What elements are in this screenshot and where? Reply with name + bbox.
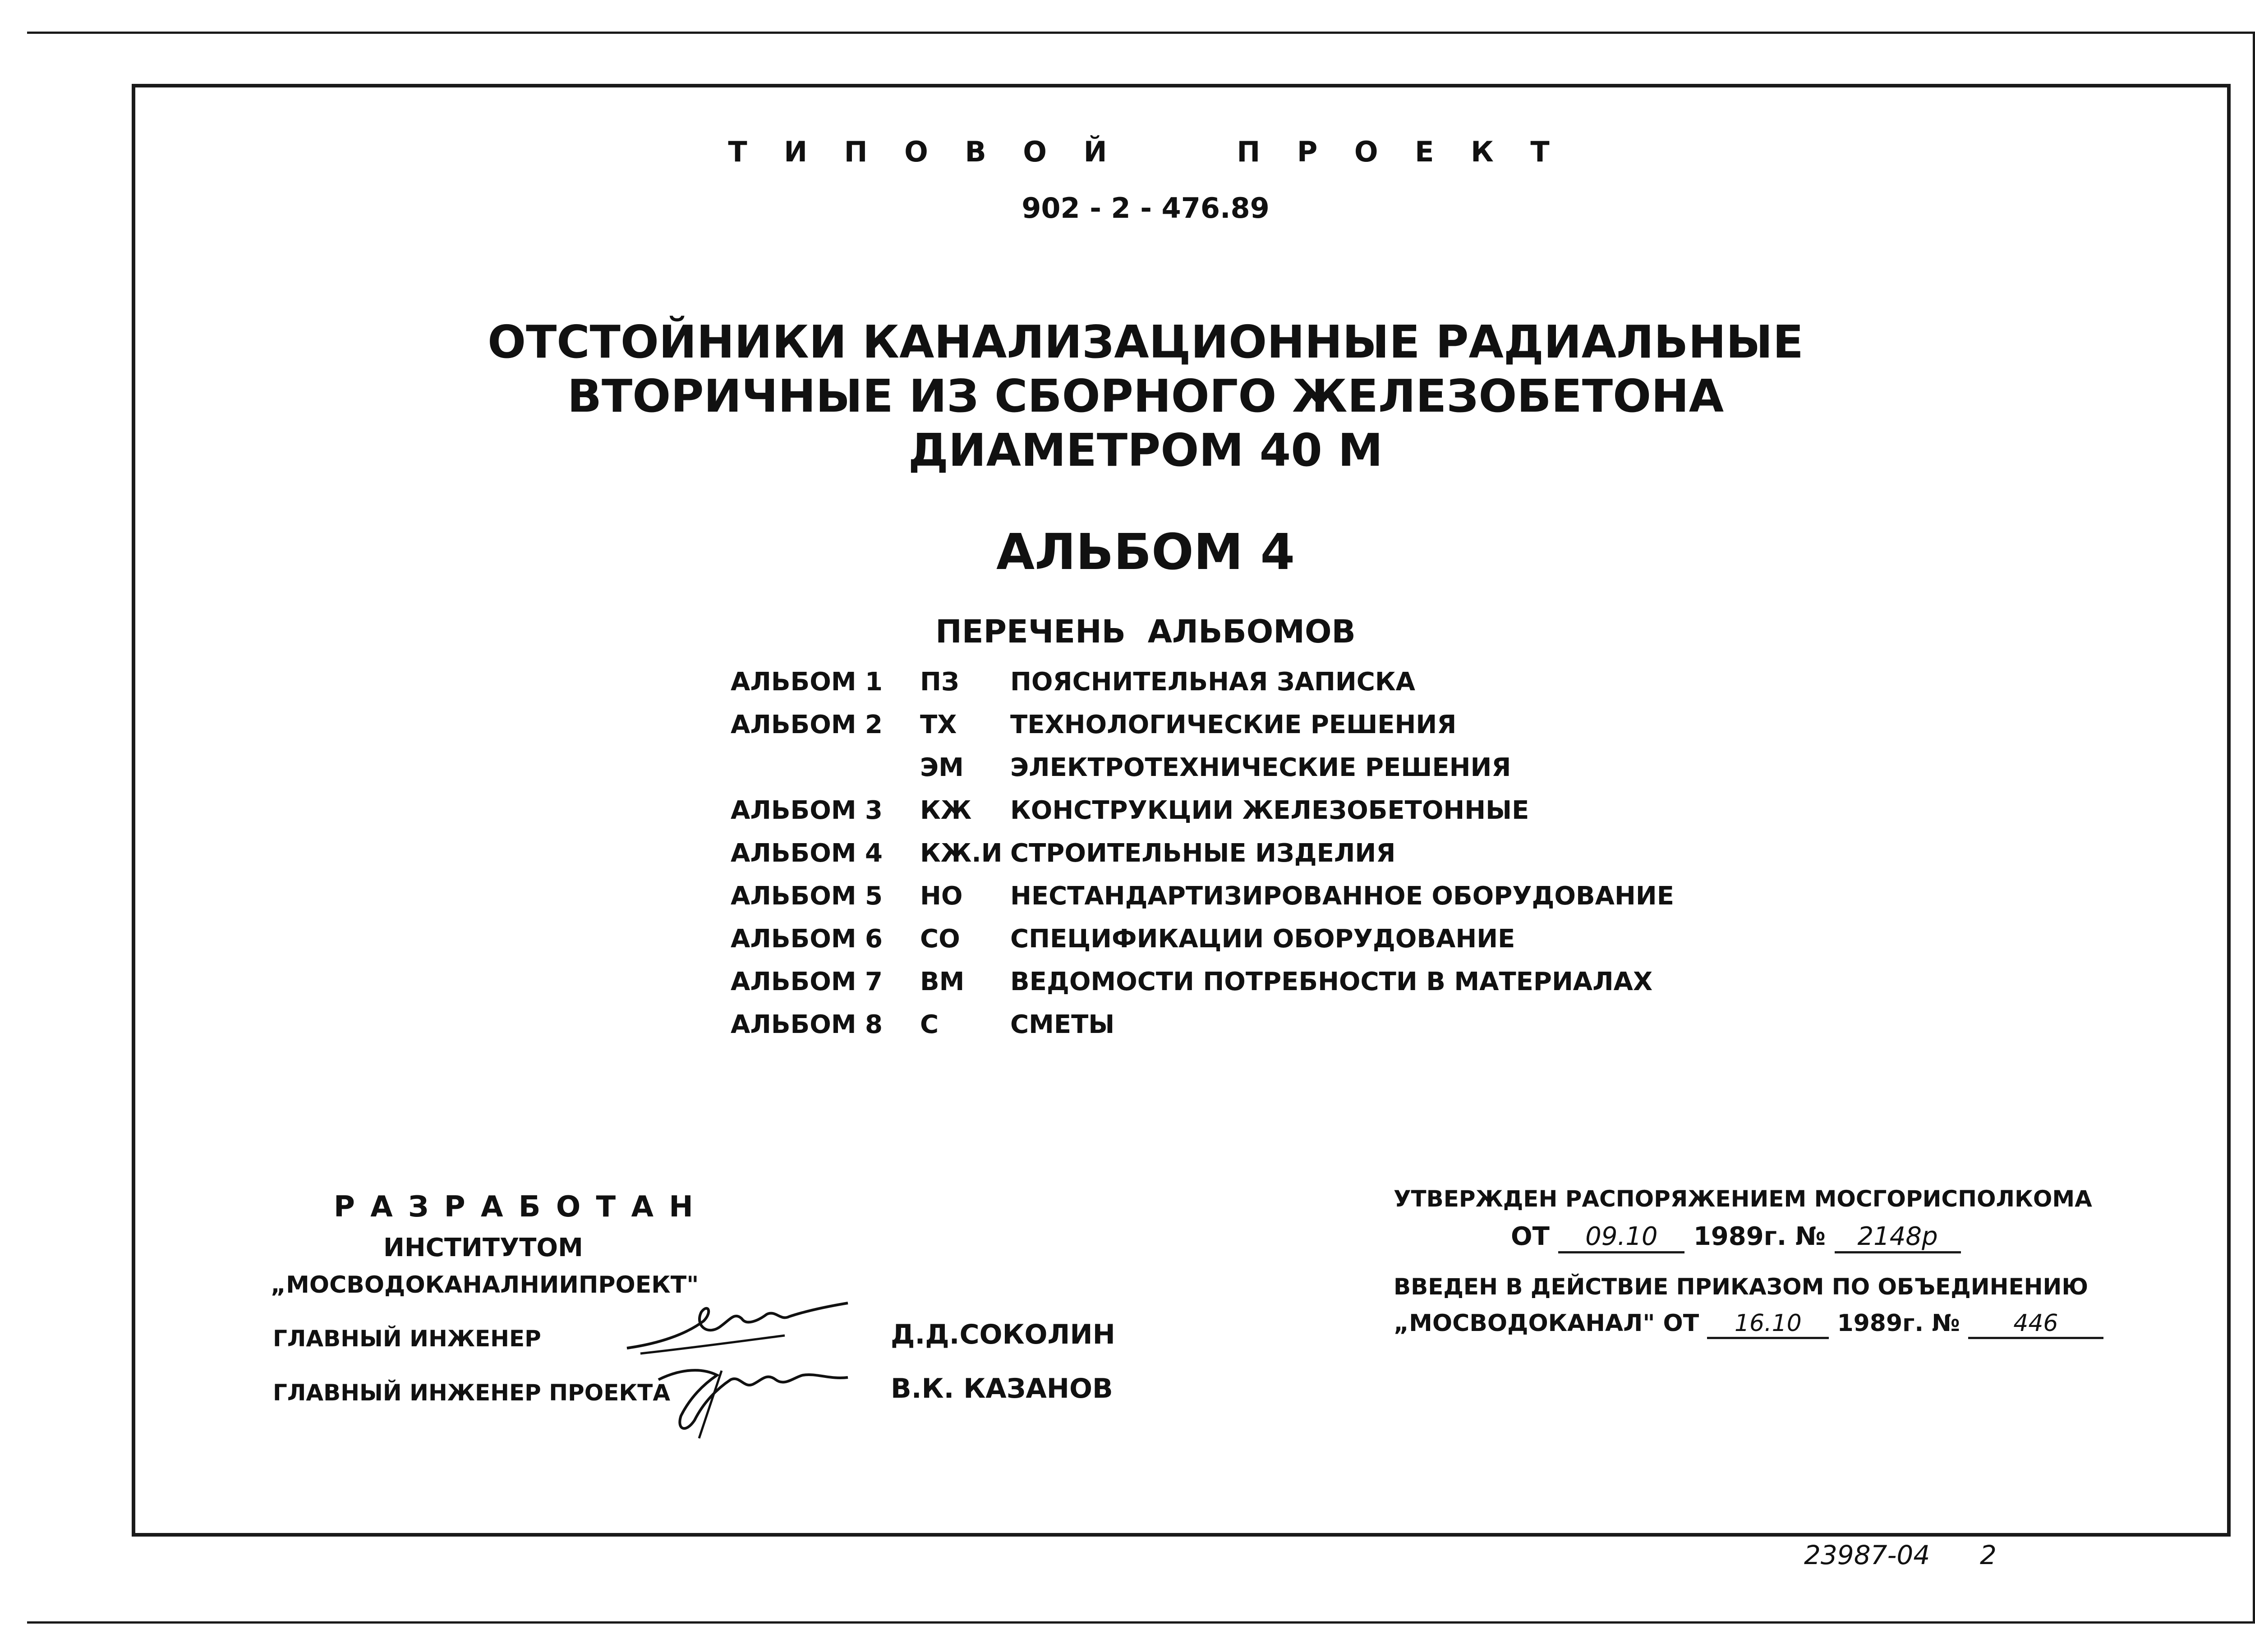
title-line-1: ОТСТОЙНИКИ КАНАЛИЗАЦИОННЫЕ РАДИАЛЬНЫЕ	[488, 316, 1804, 368]
album-title: АЛЬБОМ 4	[996, 523, 1295, 581]
list-item-title: СПЕЦИФИКАЦИИ ОБОРУДОВАНИЕ	[1010, 924, 1515, 954]
list-item-title: ПОЯСНИТЕЛЬНАЯ ЗАПИСКА	[1010, 667, 1415, 697]
approval-year-2: 1989г.	[1837, 1310, 1924, 1337]
list-item	[0, 839, 2255, 881]
list-item-code: СО	[920, 924, 960, 954]
list-item-code: КЖ	[920, 796, 972, 825]
approval-line-3: ВВЕДЕН В ДЕЙСТВИЕ ПРИКАЗОМ ПО ОБЪЕДИНЕНИЮ	[1394, 1274, 2089, 1300]
list-item	[0, 924, 2255, 967]
list-item	[0, 1010, 2255, 1053]
list-item-title: СТРОИТЕЛЬНЫЕ ИЗДЕЛИЯ	[1010, 839, 1396, 868]
chief-engineer-label: ГЛАВНЫЙ ИНЖЕНЕР	[273, 1326, 541, 1352]
list-item-title: КОНСТРУКЦИИ ЖЕЛЕЗОБЕТОННЫЕ	[1010, 796, 1529, 825]
list-item-album: АЛЬБОМ 6	[731, 924, 883, 954]
list-item-code: С	[920, 1010, 939, 1039]
sheet-page: 2	[1980, 1540, 1997, 1570]
approval-number-1: 2148р	[1835, 1222, 1961, 1253]
sheet-number: 23987-04	[1804, 1540, 1930, 1570]
title-line-3: ДИАМЕТРОМ 40 М	[908, 424, 1383, 477]
list-item-code: ТХ	[920, 710, 957, 739]
bottom-trim-line	[27, 1621, 2255, 1624]
approval-line-2	[1511, 1222, 1961, 1253]
approval-line-1: УТВЕРЖДЕН РАСПОРЯЖЕНИЕМ МОСГОРИСПОЛКОМА	[1394, 1186, 2092, 1212]
chief-engineer-name: Д.Д.СОКОЛИН	[891, 1319, 1115, 1350]
list-item-title: СМЕТЫ	[1010, 1010, 1115, 1039]
list-item-code: ПЗ	[920, 667, 959, 697]
list-item-album: АЛЬБОМ 2	[731, 710, 883, 739]
title-line-2: ВТОРИЧНЫЕ ИЗ СБОРНОГО ЖЕЛЕЗОБЕТОНА	[567, 370, 1724, 422]
project-type-label: Т И П О В О Й П Р О Е К Т	[728, 135, 1563, 168]
list-item-code: НО	[920, 881, 963, 911]
list-item	[0, 796, 2255, 839]
developer-institute: „МОСВОДОКАНАЛНИИПРОЕКТ"	[271, 1271, 699, 1299]
approval-number-2: 446	[1968, 1310, 2103, 1339]
approval-year-1: 1989г.	[1693, 1222, 1787, 1251]
list-item-code: КЖ.И	[920, 839, 1003, 868]
signature-project-engineer	[649, 1353, 857, 1443]
top-trim-line	[27, 32, 2255, 34]
list-item-album: АЛЬБОМ 8	[731, 1010, 883, 1039]
project-engineer-label: ГЛАВНЫЙ ИНЖЕНЕР ПРОЕКТА	[273, 1380, 671, 1406]
list-item-title: ЭЛЕКТРОТЕХНИЧЕСКИЕ РЕШЕНИЯ	[1010, 753, 1511, 782]
project-code: 902 - 2 - 476.89	[1022, 192, 1270, 225]
list-item	[0, 710, 2255, 753]
list-item-album: АЛЬБОМ 3	[731, 796, 883, 825]
albums-list-heading: ПЕРЕЧЕНЬ АЛЬБОМОВ	[935, 613, 1356, 650]
approval-date-1: 09.10	[1558, 1222, 1684, 1253]
list-item	[0, 881, 2255, 924]
list-item-title: ТЕХНОЛОГИЧЕСКИЕ РЕШЕНИЯ	[1010, 710, 1457, 739]
list-item-title: НЕСТАНДАРТИЗИРОВАННОЕ ОБОРУДОВАНИЕ	[1010, 881, 1674, 911]
list-item-code: ВМ	[920, 967, 965, 996]
signature-chief-engineer	[622, 1294, 857, 1362]
list-item	[0, 967, 2255, 1010]
list-item-album: АЛЬБОМ 1	[731, 667, 883, 697]
list-item-title: ВЕДОМОСТИ ПОТРЕБНОСТИ В МАТЕРИАЛАХ	[1010, 967, 1653, 996]
project-engineer-name: В.К. КАЗАНОВ	[891, 1373, 1113, 1404]
approval-date-2: 16.10	[1707, 1310, 1829, 1339]
list-item	[0, 753, 2255, 796]
approval-no-label-1: №	[1795, 1222, 1826, 1251]
list-item-code: ЭМ	[920, 753, 964, 782]
approval-from-label: ОТ	[1511, 1222, 1550, 1251]
approval-org: „МОСВОДОКАНАЛ" ОТ	[1394, 1310, 1699, 1337]
approval-no-label-2: №	[1932, 1310, 1960, 1337]
developer-by: ИНСТИТУТОМ	[383, 1233, 583, 1262]
list-item	[0, 667, 2255, 710]
list-item-album: АЛЬБОМ 7	[731, 967, 883, 996]
developer-label: Р А З Р А Б О Т А Н	[334, 1190, 696, 1224]
list-item-album: АЛЬБОМ 4	[731, 839, 883, 868]
list-item-album: АЛЬБОМ 5	[731, 881, 883, 911]
approval-line-4	[1394, 1310, 2103, 1339]
